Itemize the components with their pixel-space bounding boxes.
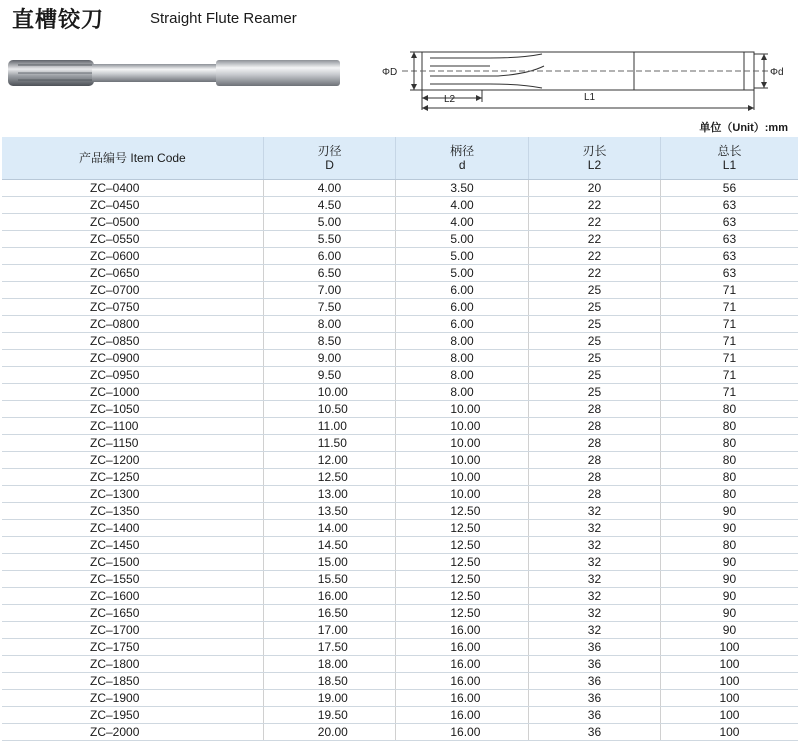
item-code-cell: ZC–0900 <box>2 350 263 367</box>
flute-length-cell: 36 <box>528 690 660 707</box>
table-row <box>2 435 798 452</box>
item-code-cell: ZC–1450 <box>2 537 263 554</box>
table-row <box>2 282 798 299</box>
cutting-diameter-cell: 12.50 <box>263 469 396 486</box>
table-row <box>2 724 798 741</box>
table-row <box>2 639 798 656</box>
cutting-diameter-cell: 13.50 <box>263 503 396 520</box>
flute-length-cell: 22 <box>528 214 660 231</box>
header-flute-length-zh: 刃长 <box>582 144 607 158</box>
item-code-cell: ZC–0800 <box>2 316 263 333</box>
table-row <box>2 384 798 401</box>
flute-length-cell: 25 <box>528 350 660 367</box>
shank-diameter-cell: 3.50 <box>396 180 529 197</box>
overall-length-cell: 71 <box>660 316 798 333</box>
flute-length-cell: 25 <box>528 282 660 299</box>
item-code-cell: ZC–1400 <box>2 520 263 537</box>
cutting-diameter-cell: 10.00 <box>263 384 396 401</box>
table-row <box>2 316 798 333</box>
flute-length-cell: 32 <box>528 554 660 571</box>
flute-length-cell: 32 <box>528 605 660 622</box>
item-code-cell: ZC–0400 <box>2 180 263 197</box>
table-row <box>2 367 798 384</box>
overall-length-cell: 80 <box>660 486 798 503</box>
table-row <box>2 673 798 690</box>
overall-length-cell: 80 <box>660 469 798 486</box>
table-header-row <box>2 137 798 180</box>
cutting-diameter-cell: 6.50 <box>263 265 396 282</box>
shank-diameter-cell: 5.00 <box>396 231 529 248</box>
cutting-diameter-cell: 8.00 <box>263 316 396 333</box>
flute-length-cell: 32 <box>528 520 660 537</box>
table-row <box>2 605 798 622</box>
header-shank-diameter-sym: d <box>458 158 466 172</box>
overall-length-cell: 63 <box>660 248 798 265</box>
item-code-cell: ZC–1100 <box>2 418 263 435</box>
table-row <box>2 588 798 605</box>
cutting-diameter-cell: 17.00 <box>263 622 396 639</box>
cutting-diameter-cell: 19.00 <box>263 690 396 707</box>
overall-length-cell: 100 <box>660 639 798 656</box>
item-code-cell: ZC–1750 <box>2 639 263 656</box>
overall-length-cell: 63 <box>660 231 798 248</box>
table-row <box>2 333 798 350</box>
cutting-diameter-cell: 7.50 <box>263 299 396 316</box>
table-row <box>2 690 798 707</box>
header-cutting-diameter-zh: 刃径 <box>317 144 342 158</box>
cutting-diameter-cell: 5.50 <box>263 231 396 248</box>
table-row <box>2 265 798 282</box>
overall-length-cell: 80 <box>660 452 798 469</box>
cutting-diameter-cell: 8.50 <box>263 333 396 350</box>
cutting-diameter-cell: 10.50 <box>263 401 396 418</box>
overall-length-cell: 80 <box>660 401 798 418</box>
overall-length-cell: 63 <box>660 265 798 282</box>
item-code-cell: ZC–0850 <box>2 333 263 350</box>
unit-note: 单位（Unit）:mm <box>699 122 788 134</box>
item-code-cell: ZC–0550 <box>2 231 263 248</box>
shank-diameter-cell: 10.00 <box>396 401 529 418</box>
overall-length-cell: 71 <box>660 333 798 350</box>
cutting-diameter-cell: 4.00 <box>263 180 396 197</box>
flute-length-cell: 25 <box>528 384 660 401</box>
flute-length-cell: 28 <box>528 418 660 435</box>
table-row <box>2 180 798 197</box>
shank-diameter-cell: 16.00 <box>396 673 529 690</box>
shank-diameter-cell: 12.50 <box>396 588 529 605</box>
table-row <box>2 554 798 571</box>
cutting-diameter-cell: 16.50 <box>263 605 396 622</box>
item-code-cell: ZC–1000 <box>2 384 263 401</box>
flute-length-cell: 36 <box>528 707 660 724</box>
phi-D-label: ΦD <box>382 67 398 78</box>
shank-diameter-cell: 5.00 <box>396 248 529 265</box>
flute-length-cell: 32 <box>528 571 660 588</box>
flute-length-cell: 36 <box>528 639 660 656</box>
shank-diameter-cell: 8.00 <box>396 350 529 367</box>
shank-diameter-cell: 8.00 <box>396 367 529 384</box>
header-overall-length-sym: L1 <box>722 158 737 172</box>
item-code-cell: ZC–1700 <box>2 622 263 639</box>
table-row <box>2 656 798 673</box>
table-body <box>2 180 798 741</box>
shank-diameter-cell: 6.00 <box>396 299 529 316</box>
table-row <box>2 571 798 588</box>
cutting-diameter-cell: 6.00 <box>263 248 396 265</box>
item-code-cell: ZC–1250 <box>2 469 263 486</box>
shank-diameter-cell: 16.00 <box>396 724 529 741</box>
shank-diameter-cell: 8.00 <box>396 333 529 350</box>
cutting-diameter-cell: 18.00 <box>263 656 396 673</box>
overall-length-cell: 71 <box>660 299 798 316</box>
table-row <box>2 197 798 214</box>
overall-length-cell: 90 <box>660 588 798 605</box>
table-row <box>2 503 798 520</box>
shank-diameter-cell: 10.00 <box>396 486 529 503</box>
flute-length-cell: 32 <box>528 503 660 520</box>
item-code-cell: ZC–1300 <box>2 486 263 503</box>
shank-diameter-cell: 12.50 <box>396 503 529 520</box>
flute-length-cell: 32 <box>528 588 660 605</box>
cutting-diameter-cell: 15.50 <box>263 571 396 588</box>
shank-diameter-cell: 16.00 <box>396 639 529 656</box>
shank-diameter-cell: 4.00 <box>396 214 529 231</box>
flute-length-cell: 32 <box>528 537 660 554</box>
flute-length-cell: 36 <box>528 673 660 690</box>
overall-length-cell: 90 <box>660 571 798 588</box>
cutting-diameter-cell: 18.50 <box>263 673 396 690</box>
shank-diameter-cell: 16.00 <box>396 690 529 707</box>
item-code-cell: ZC–0700 <box>2 282 263 299</box>
item-code-cell: ZC–1500 <box>2 554 263 571</box>
shank-diameter-cell: 10.00 <box>396 435 529 452</box>
shank-diameter-cell: 6.00 <box>396 316 529 333</box>
flute-length-cell: 22 <box>528 248 660 265</box>
reamer-photo <box>6 56 342 92</box>
header-flute-length-sym: L2 <box>587 158 602 172</box>
overall-length-cell: 90 <box>660 554 798 571</box>
overall-length-cell: 90 <box>660 503 798 520</box>
header-item-code-label: 产品编号 Item Code <box>79 151 186 165</box>
flute-length-cell: 25 <box>528 316 660 333</box>
overall-length-cell: 71 <box>660 350 798 367</box>
overall-length-cell: 90 <box>660 622 798 639</box>
flute-length-cell: 28 <box>528 401 660 418</box>
shank-diameter-cell: 10.00 <box>396 469 529 486</box>
cutting-diameter-cell: 5.00 <box>263 214 396 231</box>
table-row <box>2 707 798 724</box>
overall-length-cell: 56 <box>660 180 798 197</box>
item-code-cell: ZC–1200 <box>2 452 263 469</box>
cutting-diameter-cell: 11.50 <box>263 435 396 452</box>
overall-length-cell: 63 <box>660 214 798 231</box>
overall-length-cell: 90 <box>660 605 798 622</box>
shank-diameter-cell: 12.50 <box>396 571 529 588</box>
table-row <box>2 401 798 418</box>
item-code-cell: ZC–1050 <box>2 401 263 418</box>
table-row <box>2 418 798 435</box>
item-code-cell: ZC–0500 <box>2 214 263 231</box>
flute-length-cell: 28 <box>528 435 660 452</box>
cutting-diameter-cell: 17.50 <box>263 639 396 656</box>
reamer-drawing <box>372 44 794 120</box>
cutting-diameter-cell: 14.00 <box>263 520 396 537</box>
table-row <box>2 231 798 248</box>
table-row <box>2 622 798 639</box>
item-code-cell: ZC–0650 <box>2 265 263 282</box>
shank-diameter-cell: 16.00 <box>396 656 529 673</box>
item-code-cell: ZC–0600 <box>2 248 263 265</box>
cutting-diameter-cell: 20.00 <box>263 724 396 741</box>
flute-length-cell: 28 <box>528 469 660 486</box>
L1-label: L1 <box>584 92 596 103</box>
table-row <box>2 452 798 469</box>
shank-diameter-cell: 8.00 <box>396 384 529 401</box>
shank-diameter-cell: 5.00 <box>396 265 529 282</box>
item-code-cell: ZC–0450 <box>2 197 263 214</box>
cutting-diameter-cell: 16.00 <box>263 588 396 605</box>
shank-diameter-cell: 6.00 <box>396 282 529 299</box>
header-cutting-diameter-sym: D <box>325 158 334 172</box>
overall-length-cell: 80 <box>660 418 798 435</box>
item-code-cell: ZC–0950 <box>2 367 263 384</box>
cutting-diameter-cell: 13.00 <box>263 486 396 503</box>
item-code-cell: ZC–1350 <box>2 503 263 520</box>
shank-diameter-cell: 4.00 <box>396 197 529 214</box>
item-code-cell: ZC–1800 <box>2 656 263 673</box>
overall-length-cell: 100 <box>660 673 798 690</box>
table-row <box>2 248 798 265</box>
overall-length-cell: 100 <box>660 707 798 724</box>
shank-diameter-cell: 12.50 <box>396 537 529 554</box>
cutting-diameter-cell: 14.50 <box>263 537 396 554</box>
flute-length-cell: 36 <box>528 724 660 741</box>
flute-length-cell: 25 <box>528 367 660 384</box>
flute-length-cell: 20 <box>528 180 660 197</box>
header-item-code <box>2 137 263 180</box>
table-row <box>2 299 798 316</box>
item-code-cell: ZC–1600 <box>2 588 263 605</box>
item-code-cell: ZC–1550 <box>2 571 263 588</box>
overall-length-cell: 71 <box>660 367 798 384</box>
cutting-diameter-cell: 15.00 <box>263 554 396 571</box>
flute-length-cell: 22 <box>528 265 660 282</box>
overall-length-cell: 90 <box>660 520 798 537</box>
flute-length-cell: 25 <box>528 299 660 316</box>
overall-length-cell: 100 <box>660 656 798 673</box>
table-row <box>2 350 798 367</box>
overall-length-cell: 63 <box>660 197 798 214</box>
header-flute-length <box>528 137 660 180</box>
flute-length-cell: 32 <box>528 622 660 639</box>
header-shank-diameter-zh: 柄径 <box>450 144 475 158</box>
shank-diameter-cell: 12.50 <box>396 520 529 537</box>
item-code-cell: ZC–0750 <box>2 299 263 316</box>
L2-label: L2 <box>444 94 456 105</box>
item-code-cell: ZC–2000 <box>2 724 263 741</box>
shank-diameter-cell: 16.00 <box>396 622 529 639</box>
overall-length-cell: 71 <box>660 384 798 401</box>
flute-length-cell: 28 <box>528 452 660 469</box>
cutting-diameter-cell: 19.50 <box>263 707 396 724</box>
flute-length-cell: 25 <box>528 333 660 350</box>
shank-diameter-cell: 16.00 <box>396 707 529 724</box>
item-code-cell: ZC–1150 <box>2 435 263 452</box>
header-shank-diameter <box>396 137 529 180</box>
header-overall-length <box>660 137 798 180</box>
flute-length-cell: 22 <box>528 197 660 214</box>
overall-length-cell: 100 <box>660 724 798 741</box>
cutting-diameter-cell: 4.50 <box>263 197 396 214</box>
table-row <box>2 214 798 231</box>
phi-d-label: Φd <box>770 67 784 78</box>
overall-length-cell: 71 <box>660 282 798 299</box>
table-row <box>2 486 798 503</box>
spec-table <box>2 137 798 741</box>
table-row <box>2 469 798 486</box>
flute-length-cell: 22 <box>528 231 660 248</box>
item-code-cell: ZC–1900 <box>2 690 263 707</box>
page-title: 直槽铰刀 <box>12 8 105 33</box>
shank-diameter-cell: 12.50 <box>396 554 529 571</box>
cutting-diameter-cell: 12.00 <box>263 452 396 469</box>
overall-length-cell: 100 <box>660 690 798 707</box>
item-code-cell: ZC–1850 <box>2 673 263 690</box>
cutting-diameter-cell: 7.00 <box>263 282 396 299</box>
table-row <box>2 537 798 554</box>
overall-length-cell: 80 <box>660 435 798 452</box>
item-code-cell: ZC–1950 <box>2 707 263 724</box>
page-subtitle: Straight Flute Reamer <box>150 10 297 27</box>
header-overall-length-zh: 总长 <box>717 144 742 158</box>
item-code-cell: ZC–1650 <box>2 605 263 622</box>
table-row <box>2 520 798 537</box>
header-cutting-diameter <box>263 137 396 180</box>
cutting-diameter-cell: 11.00 <box>263 418 396 435</box>
flute-length-cell: 36 <box>528 656 660 673</box>
flute-length-cell: 28 <box>528 486 660 503</box>
shank-diameter-cell: 10.00 <box>396 418 529 435</box>
overall-length-cell: 80 <box>660 537 798 554</box>
cutting-diameter-cell: 9.50 <box>263 367 396 384</box>
cutting-diameter-cell: 9.00 <box>263 350 396 367</box>
shank-diameter-cell: 10.00 <box>396 452 529 469</box>
shank-diameter-cell: 12.50 <box>396 605 529 622</box>
